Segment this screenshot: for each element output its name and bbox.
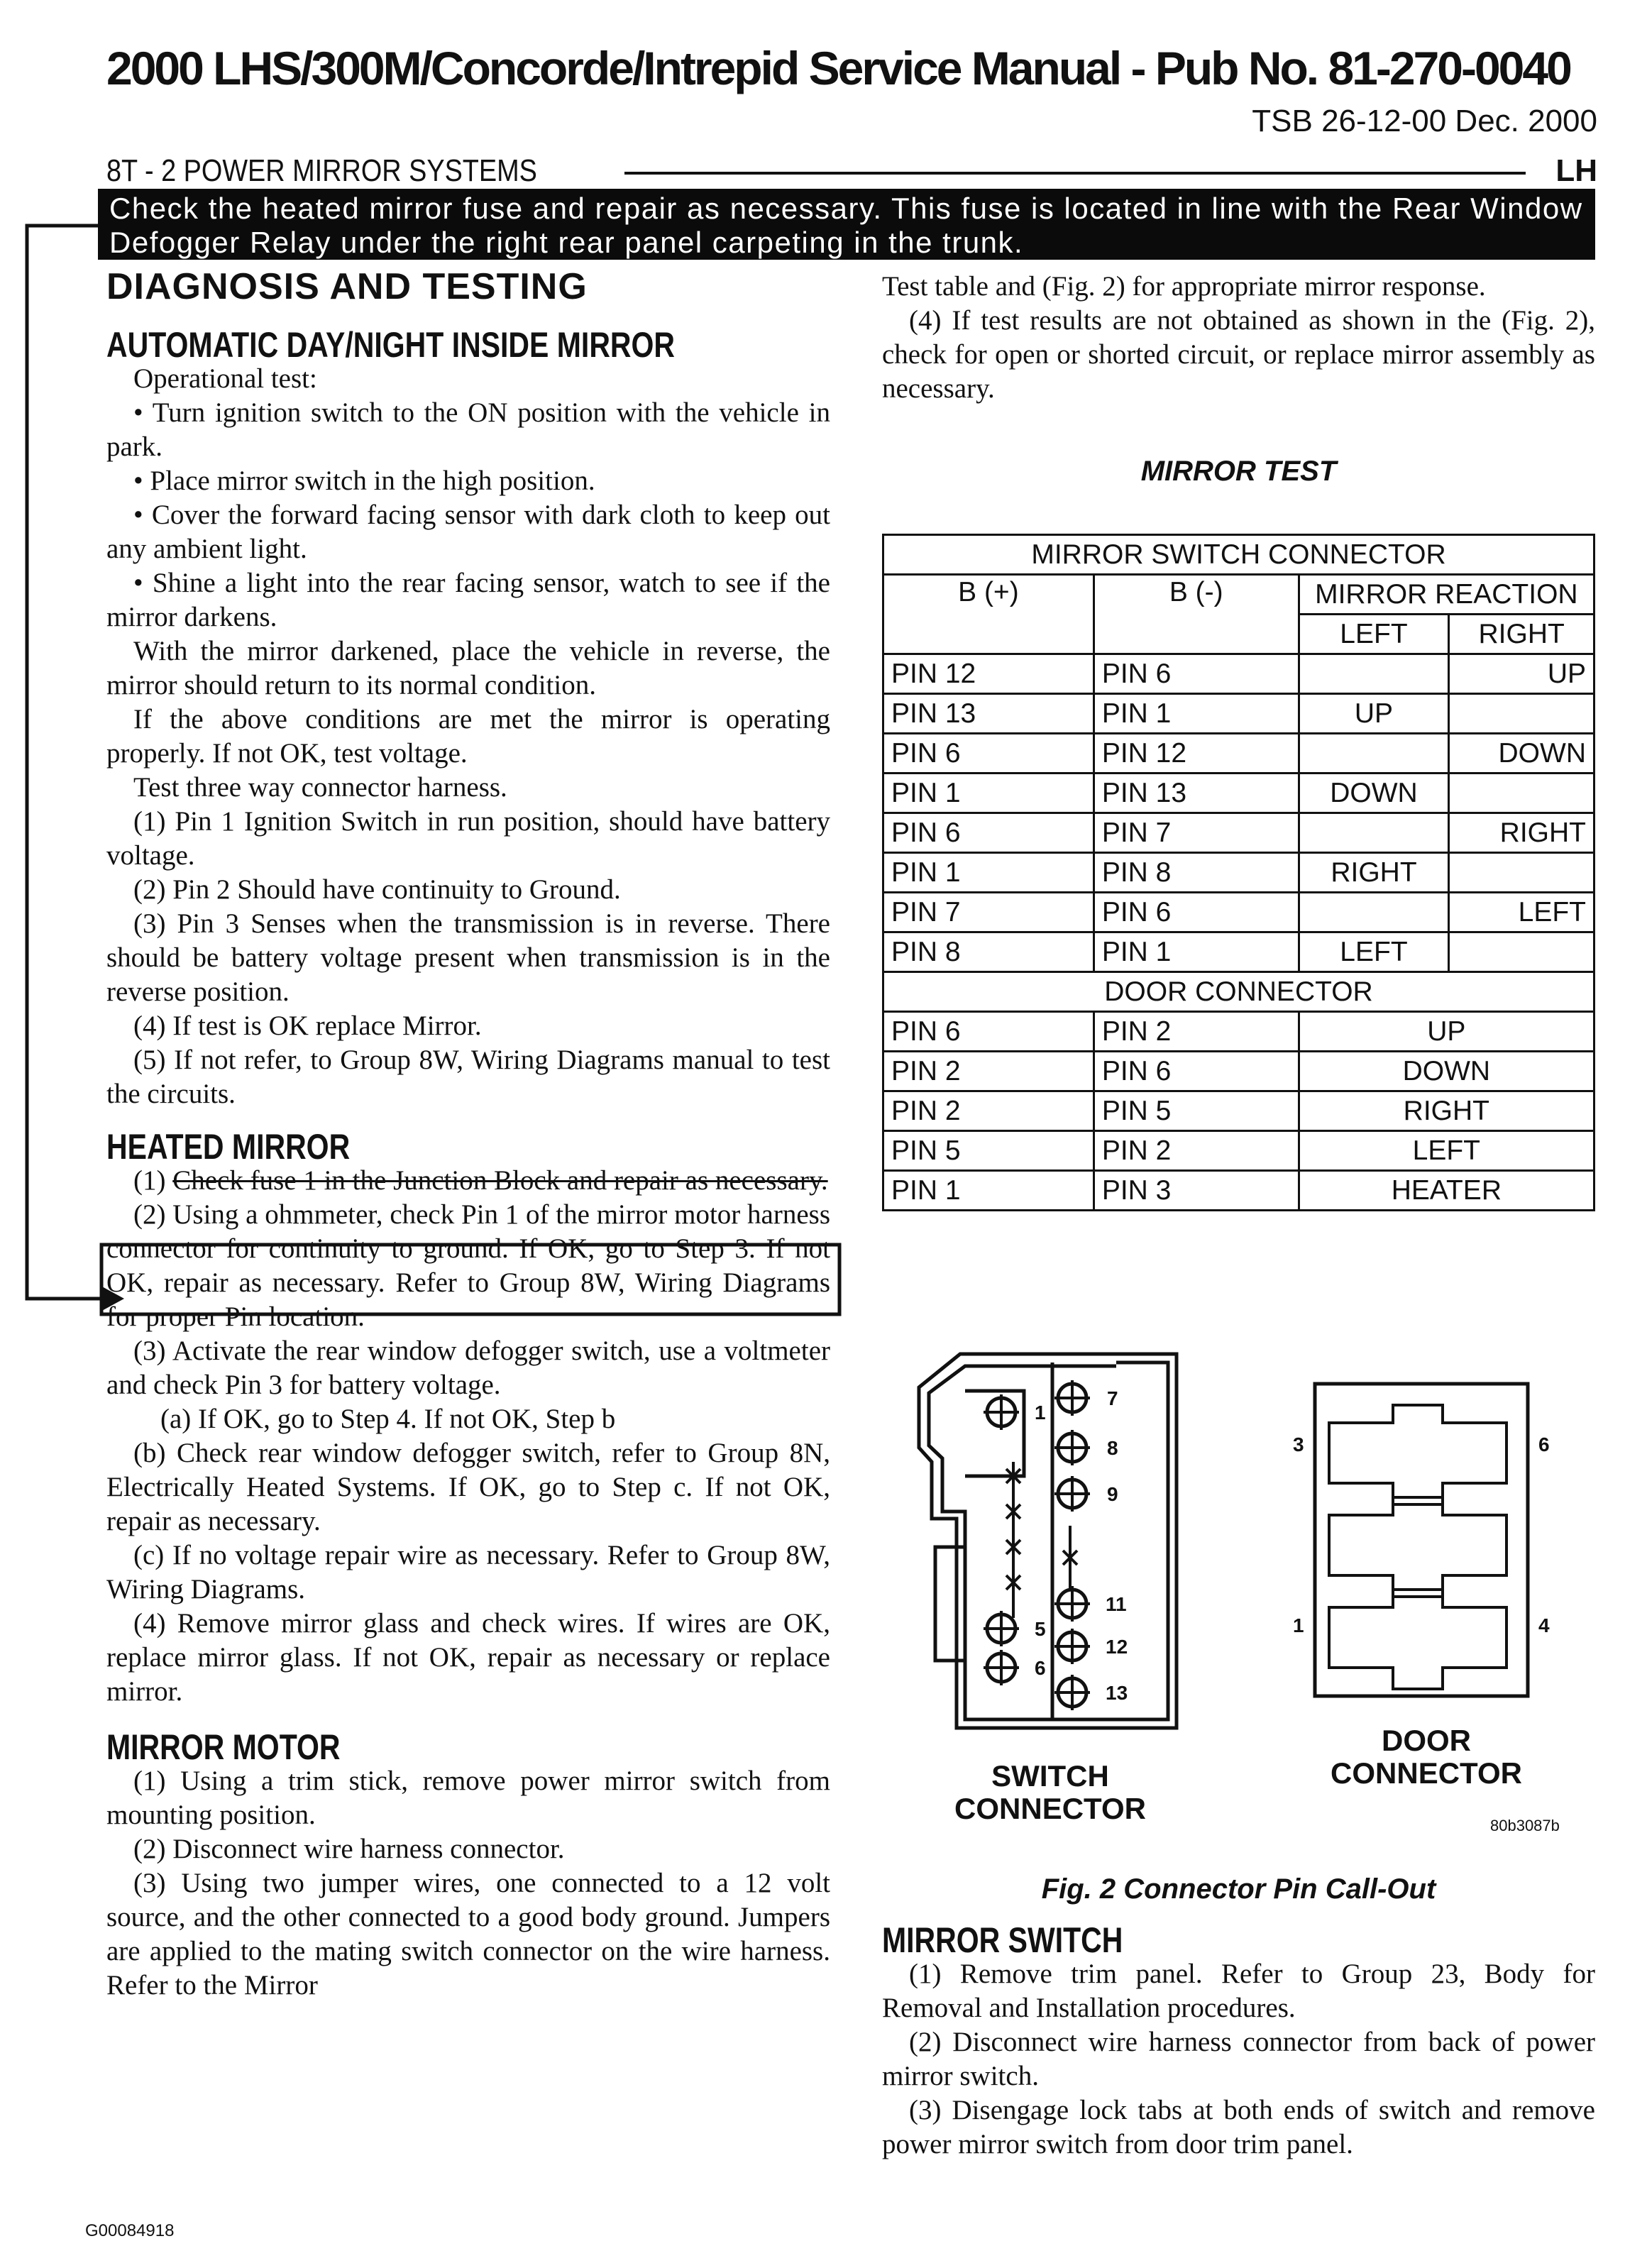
step-item: (2) Using a ohmmeter, check Pin 1 of the mirror motor harness connector for continuity to ground. If OK, go to Step 3. If not OK, repair as necessary. Refer to Group 8W, Wiring Diagrams for proper Pin location. [106, 1199, 830, 1332]
cell [1449, 694, 1594, 734]
table-row [883, 774, 1594, 813]
table-row [883, 1131, 1594, 1171]
cell: PIN 13 [883, 694, 1094, 734]
heading-mirror-motor: MIRROR MOTOR [106, 1727, 341, 1767]
door-connector-outline [1315, 1384, 1528, 1696]
pin-label: 5 [1035, 1618, 1046, 1640]
step-item: (4) Remove mirror glass and check wires. If wires are OK, replace mirror glass. If not OK, repair as necessary or replace mirror. [106, 1608, 830, 1707]
column-header: B (+) [883, 575, 1094, 654]
pin-label: 4 [1538, 1614, 1550, 1636]
cell: UP [1299, 1012, 1594, 1052]
label-line: DOOR [1382, 1724, 1471, 1757]
table-row [883, 694, 1594, 734]
column-header: MIRROR REACTION [1299, 575, 1594, 615]
step-item: (2) Disconnect wire harness connector from back of power mirror switch. [882, 2027, 1595, 2091]
cell: PIN 5 [883, 1131, 1094, 1171]
pin-label: 6 [1538, 1433, 1550, 1455]
table-subheader: DOOR CONNECTOR [883, 972, 1594, 1012]
cell: PIN 1 [883, 853, 1094, 893]
cell: PIN 1 [1094, 932, 1299, 972]
cell: PIN 2 [883, 1091, 1094, 1131]
left-column [106, 266, 830, 2003]
step-item: (5) If not refer, to Group 8W, Wiring Diagrams manual to test the circuits. [106, 1045, 830, 1109]
cell: UP [1299, 694, 1449, 734]
cell: RIGHT [1299, 853, 1449, 893]
step-item: (4) If test is OK replace Mirror. [133, 1011, 482, 1041]
cell: PIN 2 [1094, 1012, 1299, 1052]
cell: PIN 6 [883, 1012, 1094, 1052]
cell: LEFT [1449, 893, 1594, 932]
table-row [883, 734, 1594, 774]
figure-code: 80b3087b [1490, 1817, 1560, 1834]
pin-label: 7 [1107, 1387, 1118, 1409]
section-code: LH [1555, 153, 1597, 188]
bullet-item: • Place mirror switch in the high position. [133, 466, 595, 496]
label-line: CONNECTOR [1331, 1756, 1522, 1790]
cell: LEFT [1299, 1131, 1594, 1171]
cell: PIN 8 [883, 932, 1094, 972]
table-row [883, 853, 1594, 893]
cell: HEATER [1299, 1171, 1594, 1211]
table-row [883, 1052, 1594, 1091]
pin-label: 1 [1293, 1614, 1304, 1636]
table-header: MIRROR SWITCH CONNECTOR [883, 535, 1594, 575]
step-item: (3) Pin 3 Senses when the transmission is in reverse. There should be battery voltage present when transmission is in the reverse position. [106, 908, 830, 1007]
cell: PIN 2 [883, 1052, 1094, 1091]
table-row [883, 654, 1594, 694]
step-number: (1) [133, 1165, 166, 1196]
substep-item: (c) If no voltage repair wire as necessary. Refer to Group 8W, Wiring Diagrams. [106, 1540, 830, 1604]
step-item: (3) Activate the rear window defogger switch, use a voltmeter and check Pin 3 for battery voltage. [106, 1336, 830, 1400]
cell: PIN 1 [883, 774, 1094, 813]
paragraph: With the mirror darkened, place the vehicle in reverse, the mirror should return to its normal condition. [106, 636, 830, 700]
step-item: (1) Using a trim stick, remove power mirror switch from mounting position. [106, 1766, 830, 1830]
pin-label: 3 [1293, 1433, 1304, 1455]
cell: PIN 2 [1094, 1131, 1299, 1171]
cell: PIN 7 [883, 893, 1094, 932]
cell: PIN 12 [883, 654, 1094, 694]
pin-label: 9 [1107, 1483, 1118, 1505]
step-item: (3) Using two jumper wires, one connected to a 12 volt source, and the other connected to a good body ground. Jumpers are applied to the mating switch connector on the wire harness. Refer to the Mirror [106, 1868, 830, 2000]
cell: PIN 1 [883, 1171, 1094, 1211]
mirror-switch-section [882, 1920, 1595, 2162]
cell: PIN 6 [1094, 1052, 1299, 1091]
substep-item: (b) Check rear window defogger switch, refer to Group 8N, Electrically Heated Systems. If OK, go to Step c. If not OK, repair as necessary. [106, 1438, 830, 1536]
cell: PIN 6 [1094, 654, 1299, 694]
cell [1299, 654, 1449, 694]
pin-label: 12 [1106, 1636, 1128, 1658]
step-item-struck [106, 1164, 830, 1198]
table-title: MIRROR TEST [1140, 456, 1337, 487]
step-item: (1) Remove trim panel. Refer to Group 23, Body for Removal and Installation procedures. [882, 1959, 1595, 2023]
cell: PIN 13 [1094, 774, 1299, 813]
cell: PIN 1 [1094, 694, 1299, 734]
figure-caption: Fig. 2 Connector Pin Call-Out [1041, 1873, 1436, 1905]
section-header: 8T - 2 POWER MIRROR SYSTEMS [106, 153, 537, 188]
label-line: SWITCH [991, 1759, 1109, 1793]
cell: PIN 3 [1094, 1171, 1299, 1211]
heading-auto-mirror: AUTOMATIC DAY/NIGHT INSIDE MIRROR [106, 325, 676, 365]
heading-diagnosis: DIAGNOSIS AND TESTING [106, 266, 588, 307]
cell: PIN 6 [883, 813, 1094, 853]
step-item: (2) Disconnect wire harness connector. [133, 1834, 565, 1864]
column-header: B (-) [1094, 575, 1299, 654]
tsb-reference: TSB 26-12-00 Dec. 2000 [1252, 104, 1597, 138]
paragraph: Test table and (Fig. 2) for appropriate mirror response. [882, 271, 1486, 302]
pin-label: 11 [1106, 1593, 1127, 1615]
paragraph: Test three way connector harness. [133, 772, 507, 803]
column-header: RIGHT [1449, 615, 1594, 654]
table-row [883, 813, 1594, 853]
paragraph: Operational test: [133, 363, 317, 394]
column-header: LEFT [1299, 615, 1449, 654]
table-row [883, 893, 1594, 932]
cell: DOWN [1299, 1052, 1594, 1091]
mirror-test-table [882, 534, 1595, 1211]
bullet-item: • Turn ignition switch to the ON position with the vehicle in park. [106, 397, 830, 462]
switch-connector-label [930, 1760, 1171, 1825]
substep-item: (a) If OK, go to Step 4. If not OK, Step b [160, 1404, 616, 1434]
step-item: (4) If test results are not obtained as shown in the (Fig. 2), check for open or shorted circuit, or replace mirror assembly as necessary. [882, 305, 1595, 404]
cell [1449, 853, 1594, 893]
pin-label: 8 [1107, 1437, 1118, 1459]
cell: PIN 5 [1094, 1091, 1299, 1131]
cell: PIN 6 [883, 734, 1094, 774]
cell [1449, 774, 1594, 813]
pin-label: 1 [1035, 1402, 1046, 1424]
door-connector-label [1306, 1724, 1547, 1790]
inserted-notice: Check the heated mirror fuse and repair as necessary. This fuse is located in line with the Rear Window Defogger Relay under the right rear panel carpeting in the trunk. [98, 189, 1595, 260]
cell: PIN 12 [1094, 734, 1299, 774]
switch-connector-outline [919, 1354, 1177, 1728]
step-item: (3) Disengage lock tabs at both ends of switch and remove power mirror switch from door trim panel. [882, 2095, 1595, 2159]
cell [1299, 734, 1449, 774]
step-item: (1) Pin 1 Ignition Switch in run position, should have battery voltage. [106, 806, 830, 871]
cell: PIN 7 [1094, 813, 1299, 853]
cell: PIN 8 [1094, 853, 1299, 893]
heading-heated-mirror: HEATED MIRROR [106, 1127, 351, 1167]
bullet-item: • Shine a light into the rear facing sensor, watch to see if the mirror darkens. [106, 568, 830, 632]
footer-id: G00084918 [85, 2221, 175, 2240]
cell: RIGHT [1299, 1091, 1594, 1131]
table-row [883, 932, 1594, 972]
pin-label: 6 [1035, 1657, 1046, 1679]
table-row [883, 1012, 1594, 1052]
cell: PIN 6 [1094, 893, 1299, 932]
step-item: (2) Pin 2 Should have continuity to Ground. [133, 874, 621, 905]
cell: LEFT [1299, 932, 1449, 972]
label-line: CONNECTOR [954, 1792, 1146, 1825]
cell [1299, 813, 1449, 853]
cell: RIGHT [1449, 813, 1594, 853]
cell [1299, 893, 1449, 932]
heading-mirror-switch: MIRROR SWITCH [882, 1920, 1123, 1960]
right-column [882, 270, 1595, 406]
paragraph: If the above conditions are met the mirror is operating properly. If not OK, test voltage. [106, 704, 830, 769]
cell: DOWN [1299, 774, 1449, 813]
struck-text: Check fuse 1 in the Junction Block and repair as necessary. [172, 1165, 828, 1196]
bullet-item: • Cover the forward facing sensor with dark cloth to keep out any ambient light. [106, 500, 830, 564]
table-row [883, 1171, 1594, 1211]
cell: DOWN [1449, 734, 1594, 774]
cell [1449, 932, 1594, 972]
document-title: 2000 LHS/300M/Concorde/Intrepid Service Manual - Pub No. 81-270-0040 [106, 42, 1570, 94]
table-row [883, 1091, 1594, 1131]
pin-label: 13 [1106, 1682, 1128, 1704]
cell: UP [1449, 654, 1594, 694]
